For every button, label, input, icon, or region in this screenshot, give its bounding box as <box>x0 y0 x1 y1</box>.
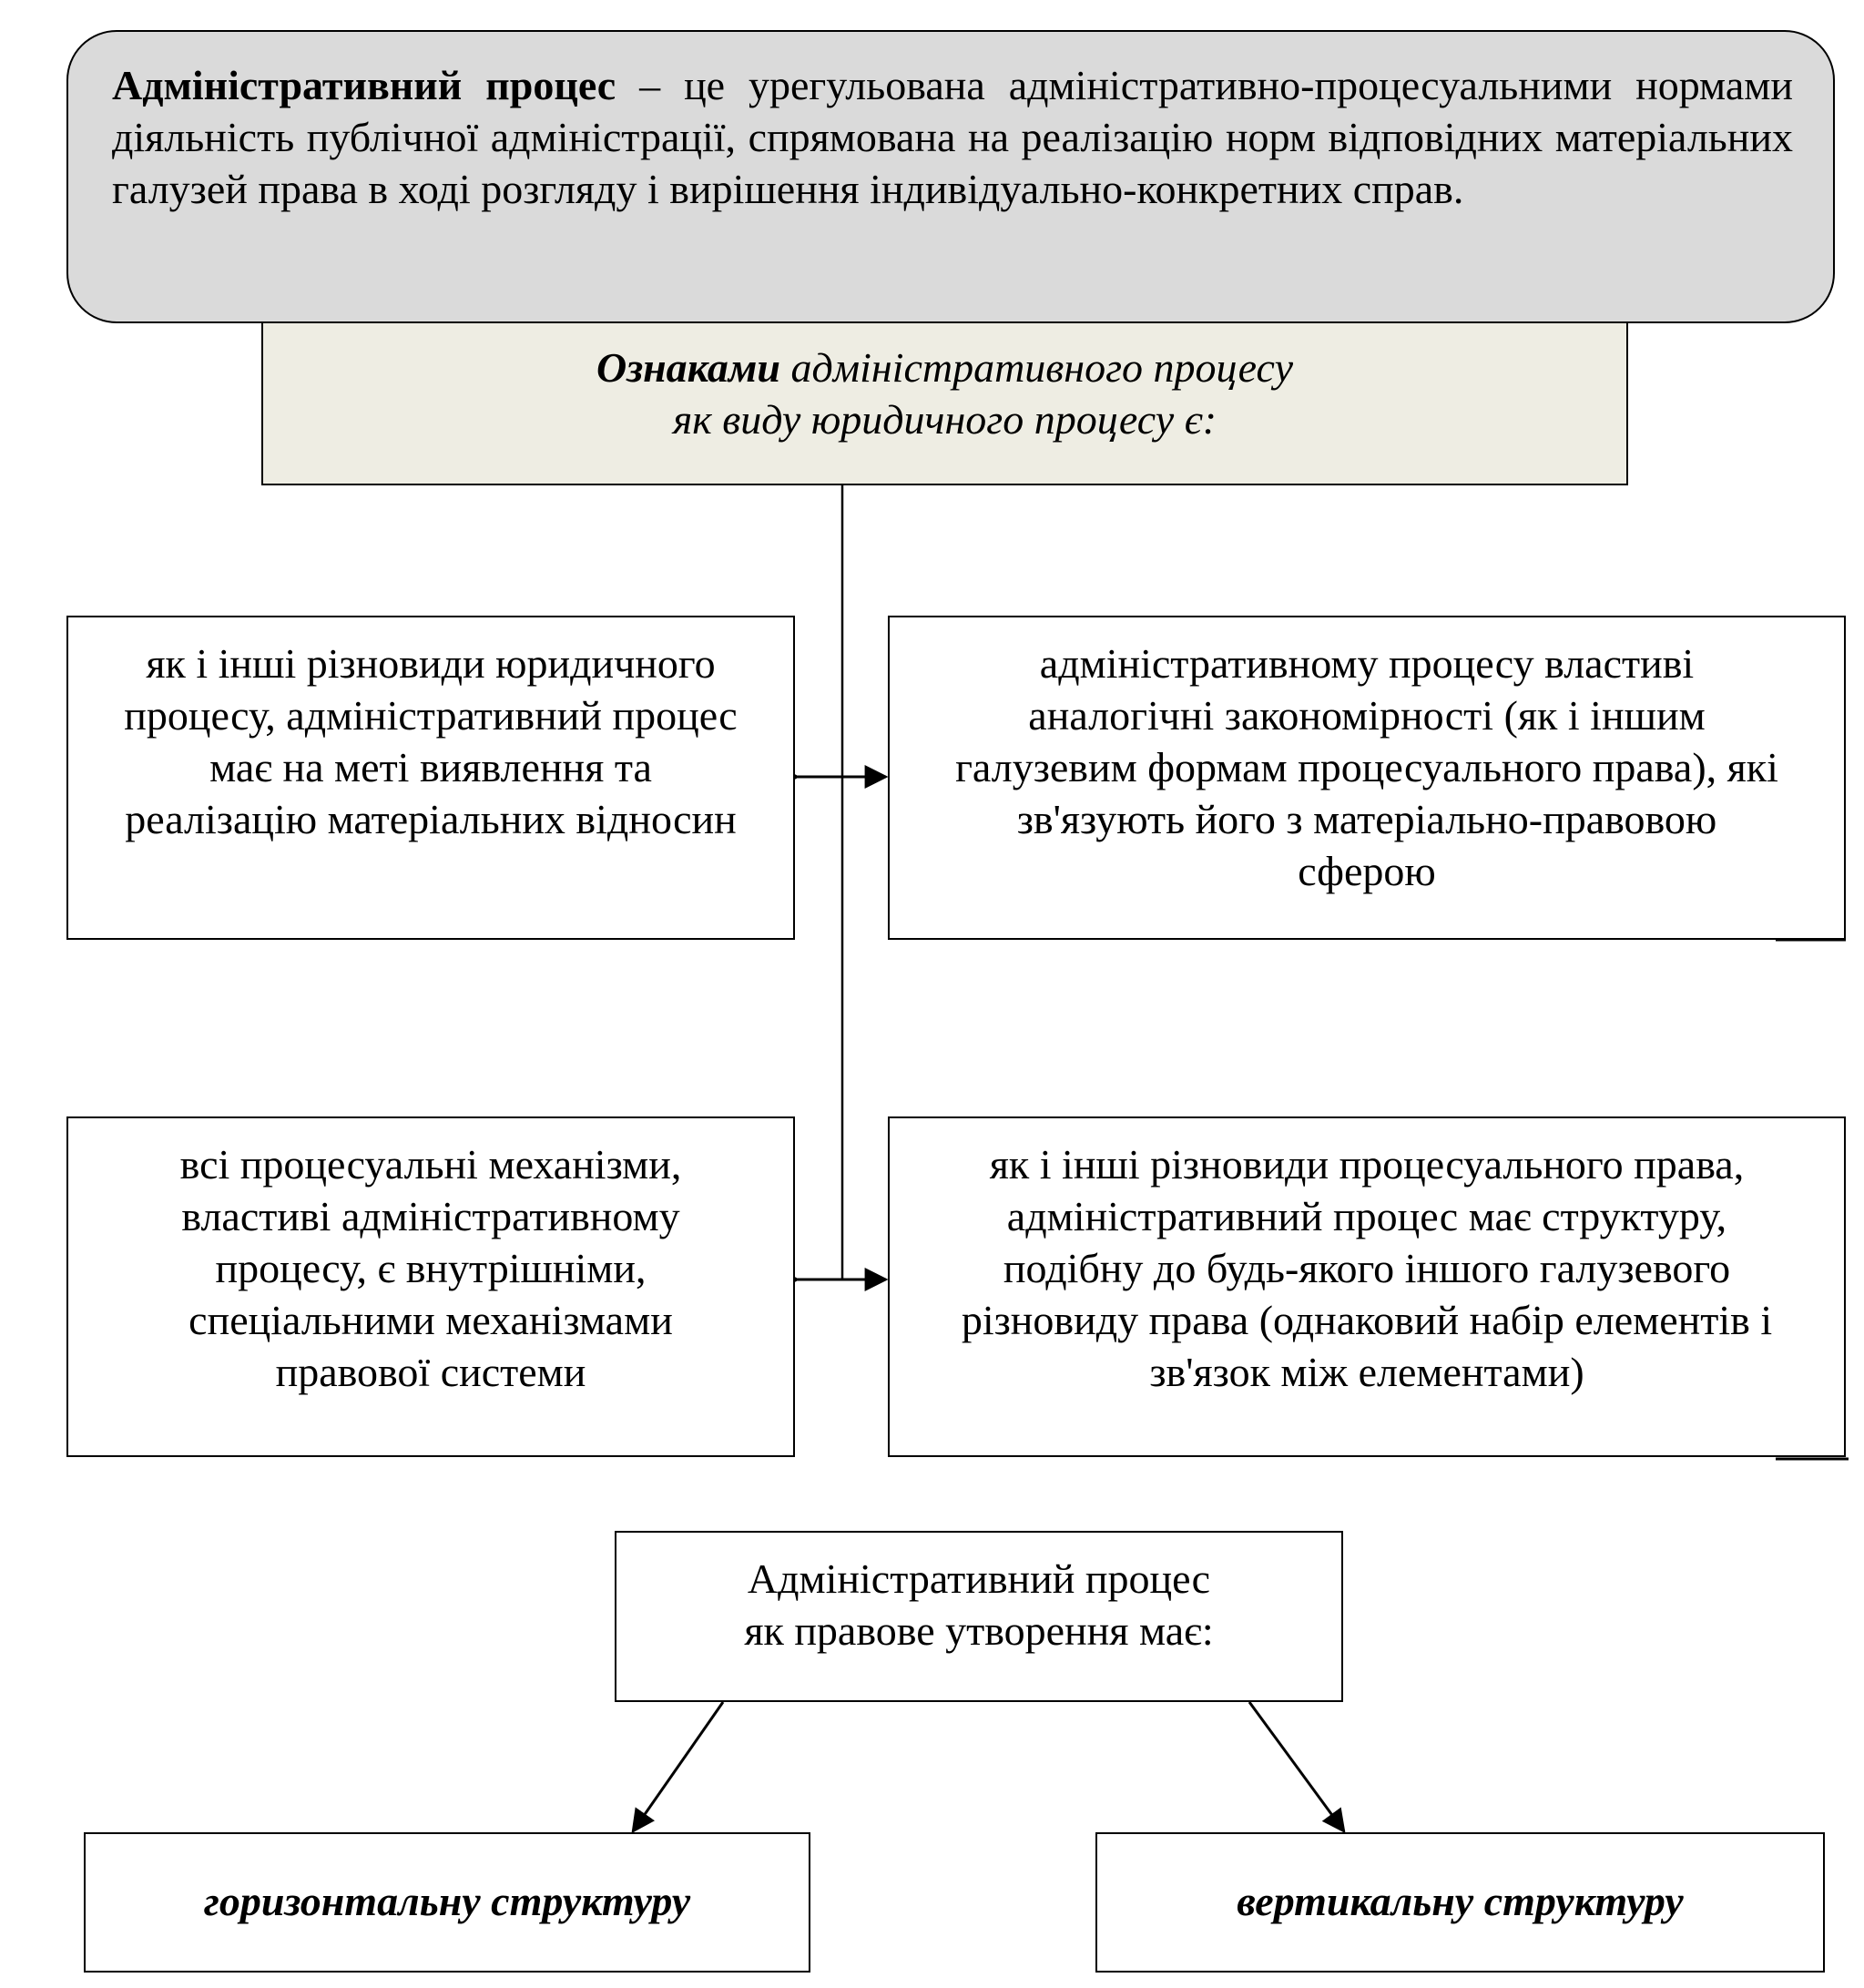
feature-line: як і інші різновиди процесуального права, <box>989 1141 1745 1188</box>
feature-box-2 <box>888 616 1846 940</box>
feature-line: подібну до будь-якого іншого галузевого <box>1003 1245 1731 1291</box>
feature-line: процесу, адміністративний процес <box>124 692 738 739</box>
feature-line: галузевим формам процесуального права), які <box>955 744 1778 790</box>
feature-line: всі процесуальні механізми, <box>179 1141 682 1188</box>
feature-box-1 <box>66 616 795 940</box>
features-header-bold: Ознаками <box>596 344 780 391</box>
horizontal-structure-box <box>84 1832 810 1973</box>
arrow-to-horizontal <box>633 1702 723 1831</box>
definition-term: Адміністративний процес <box>112 62 616 108</box>
feature-line: зв'язок між елементами) <box>1149 1349 1584 1395</box>
feature-line: спеціальними механізмами <box>188 1297 673 1343</box>
definition-box <box>66 30 1835 323</box>
formation-line1: Адміністративний процес <box>747 1555 1211 1602</box>
feature-line: адміністративному процесу властиві <box>1039 640 1695 687</box>
features-header-line2: як виду юридичного процесу є: <box>672 396 1217 443</box>
features-header-line1 <box>263 342 1626 393</box>
feature-box-4 <box>888 1116 1846 1457</box>
feature-line: аналогічні закономірності (як і іншим <box>1028 692 1706 739</box>
feature-line: як і інші різновиди юридичного <box>146 640 716 687</box>
feature-line: сферою <box>1298 848 1436 894</box>
vertical-structure-label: вертикальну структуру <box>1237 1878 1684 1924</box>
feature-line: має на меті виявлення та <box>209 744 652 790</box>
horizontal-structure-label: горизонтальну структуру <box>203 1878 691 1924</box>
feature-line: зв'язують його з матеріально-правовою <box>1016 796 1717 842</box>
vertical-structure-box <box>1095 1832 1825 1973</box>
feature-line: різновиду права (однаковий набір елементів і <box>961 1297 1773 1343</box>
feature-line: правової системи <box>275 1349 586 1395</box>
feature-box-3 <box>66 1116 795 1457</box>
feature-line: властиві адміністративному <box>181 1193 680 1239</box>
features-header-rest: адміністративного процесу <box>779 344 1294 391</box>
formation-box <box>615 1531 1343 1702</box>
features-header-box <box>261 321 1628 485</box>
arrow-to-vertical <box>1249 1702 1344 1831</box>
feature-line: реалізацію матеріальних відносин <box>125 796 737 842</box>
definition-text: – це урегульована адміністративно-процесуальними нормами діяльність публічної адміністрації, спрямована на реалізацію норм відповідних матеріальних галузей права в ході розгляду і вирішення індивідуально-конкретних справ. <box>112 62 1793 212</box>
feature-line: адміністративний процес має структуру, <box>1006 1193 1727 1239</box>
feature-line: процесу, є внутрішніми, <box>215 1245 647 1291</box>
formation-line2: як правове утворення має: <box>744 1607 1214 1654</box>
